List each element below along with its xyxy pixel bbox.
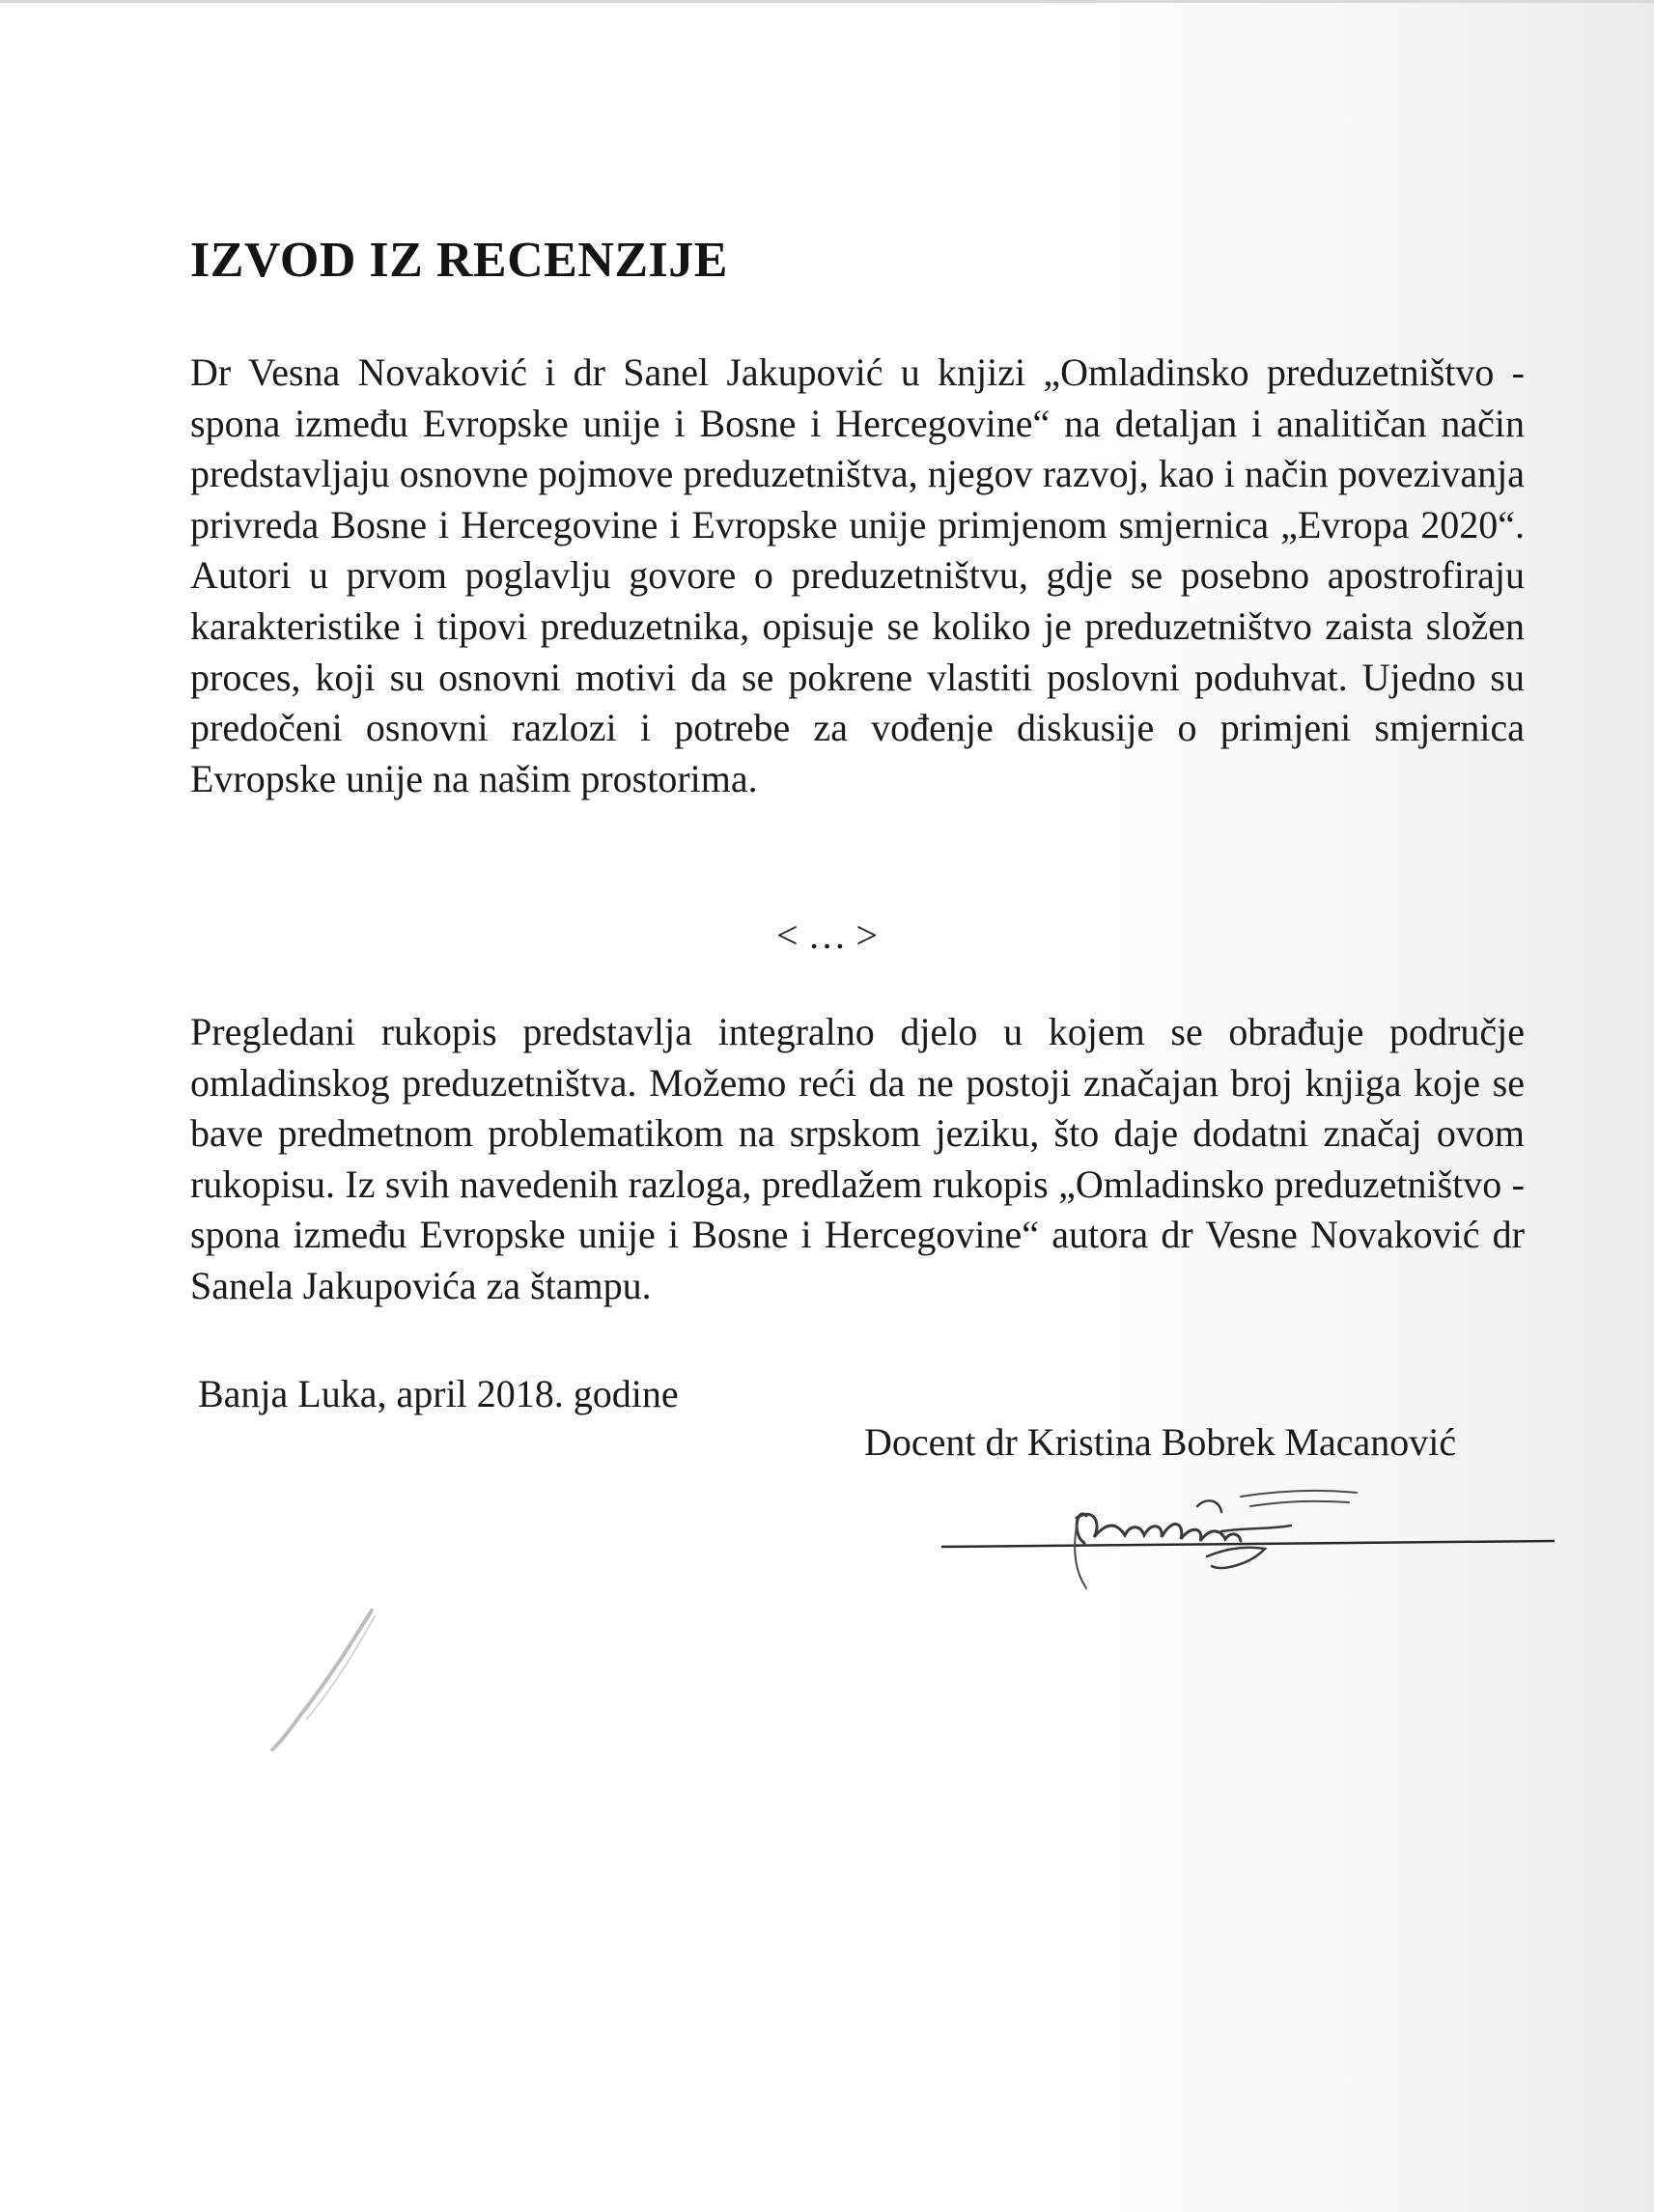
page-top-edge	[0, 0, 1654, 3]
document-title: IZVOD IZ RECENZIJE	[190, 233, 728, 288]
omission-marker: < … >	[775, 913, 879, 957]
review-paragraph-2: Pregledani rukopis predstavlja integralno djelo u kojem se obrađuje područje omladinskog preduzetništva. Možemo reći da ne postoji značajan broj knjiga koje se bave predmetnom problematikom na srpskom jeziku, što daje dodatni značaj ovom rukopisu. Iz svih navedenih razloga, predlažem rukopis „Omladinsko preduzetništvo - spona između Evropske unije i Bosne i Hercegovine“ autora dr Vesne Novaković dr Sanela Jakupovića za štampu.	[190, 1010, 1525, 1307]
handwritten-signature	[932, 1468, 1559, 1612]
pen-stroke-mark	[261, 1603, 396, 1757]
place-and-date: Banja Luka, april 2018. godine	[198, 1372, 679, 1415]
review-paragraph-1: Dr Vesna Novaković i dr Sanel Jakupović u knjizi „Omladinsko preduzetništvo - spona između Evropske unije i Bosne i Hercegovine“ na detaljan i analitičan način predstavljaju osnovne pojmove preduzetništva, njegov razvoj, kao i način povezivanja privreda Bosne i Hercegovine i Evropske unije primjenom smjernica „Evropa 2020“. Autori u prvom poglavlju govore o preduzetništvu, gdje se posebno apostrofiraju karakteristike i tipovi preduzetnika, opisuje se koliko je preduzetništvo zaista složen proces, koji su osnovni motivi da se pokrene vlastiti poslovni poduhvat. Ujedno su predočeni osnovni razlozi i potrebe za vođenje diskusije o primjeni smjernica Evropske unije na našim prostorima.	[190, 350, 1525, 800]
reviewer-name: Docent dr Kristina Bobrek Macanović	[864, 1420, 1457, 1464]
